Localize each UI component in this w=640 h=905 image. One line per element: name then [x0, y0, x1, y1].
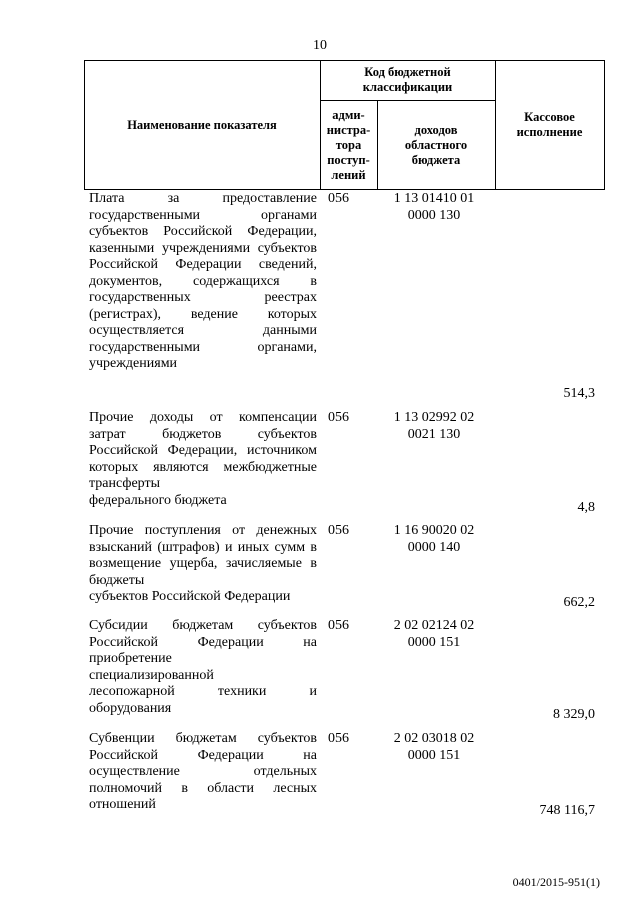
- header-name-column: Наименование показателя: [127, 117, 277, 132]
- budget-code: 2 02 02124 02 0000 151: [393, 618, 475, 650]
- admin-code: 056: [328, 191, 349, 206]
- header-income-column: доходов областного бюджета: [404, 122, 468, 167]
- header-cash-column: Кассовое исполнение: [516, 110, 583, 139]
- table-header: [84, 60, 605, 190]
- indicator-name: Прочие доходы от компенсации затрат бюджетов субъектов Российской Федерации, источником которых являются межбюджетные трансферты федерального бюджета: [89, 410, 317, 508]
- indicator-name: Субвенции бюджетам субъектов Российской Федерации на осуществление отдельных полномочий в области лесных отношений: [89, 731, 317, 812]
- budget-code: 1 16 90020 02 0000 140: [393, 523, 475, 555]
- indicator-name: Плата за предоставление государственными органами субъектов Российской Федерации, казенными учреждениями субъектов Российской Федерации сведений, документов, содержащихся в государственных реестрах (регистрах), ведение которых осуществляется данными государственными органами, учреждениями: [89, 191, 318, 371]
- document-code: 0401/2015-951(1): [512, 875, 600, 889]
- cash-amount: 4,8: [577, 500, 595, 515]
- budget-code: 1 13 02992 02 0021 130: [393, 410, 475, 442]
- cash-amount: 514,3: [563, 386, 595, 401]
- cash-amount: 8 329,0: [553, 707, 595, 722]
- cash-amount: 748 116,7: [539, 803, 595, 818]
- table-row: [84, 618, 605, 726]
- admin-code: 056: [328, 523, 349, 538]
- table-row: [84, 523, 605, 615]
- admin-code: 056: [328, 410, 349, 425]
- indicator-name: Субсидии бюджетам субъектов Российской Федерации на приобретение специализированной лесопожарной техники и оборудования: [89, 618, 317, 716]
- indicator-name: Прочие поступления от денежных взысканий (штрафов) и иных сумм в возмещение ущерба, зачисляемые в бюджеты субъектов Российской Федерации: [89, 523, 317, 604]
- budget-code: 2 02 03018 02 0000 151: [393, 731, 475, 763]
- header-admin-column: адми-нистра-тора поступ-лений: [326, 107, 371, 182]
- budget-code: 1 13 01410 01 0000 130: [393, 191, 475, 223]
- table-row: [84, 410, 605, 520]
- cash-amount: 662,2: [563, 595, 595, 610]
- page-number: 10: [313, 38, 327, 53]
- header-code-group: Код бюджетной классификации: [362, 65, 453, 94]
- table-row: [84, 731, 605, 826]
- table-row: [84, 191, 605, 406]
- admin-code: 056: [328, 618, 349, 633]
- admin-code: 056: [328, 731, 349, 746]
